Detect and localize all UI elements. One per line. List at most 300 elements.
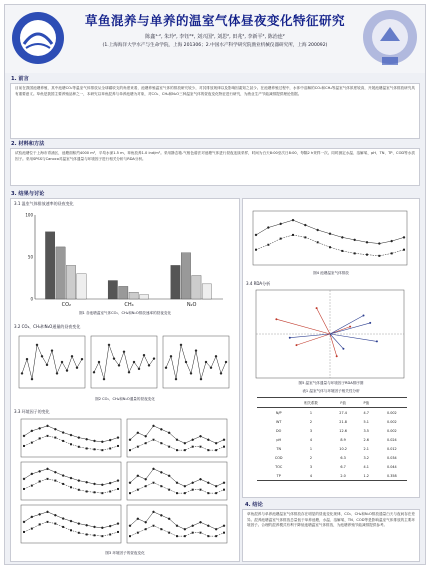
env-panel-series-line <box>130 440 224 450</box>
section-methods-title: 2. 材料和方法 <box>11 141 45 147</box>
env-panel-point <box>86 481 88 483</box>
env-panel-point <box>192 532 194 534</box>
small-panel-point <box>354 252 356 254</box>
figure-4-caption: 图4 池塘温室气体排放 <box>313 271 349 275</box>
y-tick-label: 50 <box>27 254 33 260</box>
env-panel-point <box>62 483 64 485</box>
small-panel-point <box>304 224 306 226</box>
env-panel-point <box>47 425 49 427</box>
table-header-cell: P值 <box>363 401 369 405</box>
env-panel-point <box>31 442 33 444</box>
env-panel-point <box>23 445 25 447</box>
small-panel-point <box>391 252 393 254</box>
env-panel-series-line <box>24 522 118 536</box>
env-panel-point <box>168 432 170 434</box>
table-cell: 4.7 <box>363 410 369 415</box>
institute-logo-icon <box>360 7 420 69</box>
env-panel-point <box>70 486 72 488</box>
env-panel-point <box>78 437 80 439</box>
env-panel-point <box>137 475 139 477</box>
subsection-3-4-title: 3.4 RDA分析 <box>246 281 271 286</box>
env-panel-point <box>200 489 202 491</box>
bar <box>171 265 180 299</box>
env-panel-point <box>70 443 72 445</box>
env-panel-point <box>86 490 88 492</box>
table-cell: 6.3 <box>340 455 346 460</box>
table-cell: 2.6 <box>363 437 369 442</box>
env-panel-point <box>207 482 209 484</box>
env-panel-point <box>176 449 178 451</box>
rda-arrow <box>330 323 370 334</box>
env-panel-point <box>70 529 72 531</box>
env-panel-point <box>31 430 33 432</box>
env-panel-point <box>129 492 131 494</box>
flux-panel-point <box>76 367 78 369</box>
table-cell: 0.024 <box>386 437 397 442</box>
env-panel-point <box>145 485 147 487</box>
env-panel-series-line <box>24 479 118 493</box>
flux-panel-point <box>133 361 135 363</box>
table-cell: 10.2 <box>339 446 347 451</box>
figure-3-caption: 图3 环境因子的昼夜变化 <box>105 551 145 555</box>
flux-panel-point <box>195 350 197 352</box>
y-tick-label: 100 <box>25 212 33 218</box>
env-panel-point <box>137 532 139 534</box>
env-panel-point <box>145 435 147 437</box>
env-panel-point <box>160 528 162 530</box>
table-cell: 0.002 <box>386 428 397 433</box>
env-panel-point <box>160 442 162 444</box>
env-panel-frame <box>127 462 227 500</box>
bar <box>108 281 117 299</box>
env-panel-series-line <box>130 483 224 493</box>
table-cell: 0.044 <box>386 464 397 469</box>
small-panel-point <box>280 238 282 240</box>
table-cell: DO <box>276 428 282 433</box>
subsection-3-3-title: 3.3 环境因子的变化 <box>14 409 50 414</box>
bar <box>77 274 86 299</box>
table-row <box>257 426 407 435</box>
env-panel-point <box>129 535 131 537</box>
env-panel-point <box>117 437 119 439</box>
bar <box>56 247 65 299</box>
env-panel-point <box>47 435 49 437</box>
small-panel-point <box>378 255 380 257</box>
x-tick-label: CH₄ <box>124 302 134 308</box>
env-panel-point <box>176 492 178 494</box>
table-row <box>257 462 407 471</box>
section-methods-box <box>10 148 420 186</box>
flux-panel-point <box>220 372 222 374</box>
flux-panel-frame <box>19 336 85 388</box>
env-panel-point <box>200 532 202 534</box>
flux-line-charts <box>17 332 231 396</box>
table-cell: TN <box>276 446 281 451</box>
env-panel-frame <box>21 419 121 457</box>
table-row <box>257 453 407 462</box>
poster <box>4 4 426 565</box>
env-panel-point <box>54 437 56 439</box>
env-panel-point <box>101 441 103 443</box>
rda-arrow <box>276 319 330 334</box>
figure-1-caption: 图1 各池塘温室气体CO₂、CH₄和N₂O排放速率的昼夜变化 <box>78 311 172 315</box>
env-panel-point <box>39 427 41 429</box>
bar <box>129 292 138 299</box>
small-panel-series-line <box>256 220 404 243</box>
bar <box>119 286 128 299</box>
section-conclusion-text: 草鱼混养与单养池塘温室气体排放存在明显的昼夜变化规律，CO₂、CH₄和N₂O排放通量白天与夜间存在差异。混养池塘温室气体排放总量低于单养池塘，水温、溶解氧、TN、COD等是影响温室气体排放的主要环境因子。合理的混养模式有利于降低池塘温室气体排放，为池塘养殖节能减排提供参考。 <box>247 512 415 528</box>
table-cell: TP <box>276 473 281 478</box>
table-cell <box>257 417 266 426</box>
env-panel-point <box>86 438 88 440</box>
section-intro-title: 1. 前言 <box>11 76 29 82</box>
env-panel-point <box>223 532 225 534</box>
small-panel-point <box>292 234 294 236</box>
table-cell <box>257 471 266 481</box>
env-panel-point <box>200 521 202 523</box>
table-cell: 2.0 <box>340 473 346 478</box>
env-panel-point <box>215 535 217 537</box>
flux-panel-point <box>26 358 28 360</box>
env-panel-point <box>176 482 178 484</box>
small-panel-point <box>304 236 306 238</box>
env-panel-point <box>160 485 162 487</box>
table-cell: 0.034 <box>386 455 397 460</box>
env-panel-point <box>70 434 72 436</box>
poster-affiliations: (1.上海海洋大学水产与生命学院，上海 201306；2.中国水产科学研究院渔业机械仪器研究所，上海 200092) <box>102 43 328 48</box>
small-panel-point <box>329 233 331 235</box>
env-panel-point <box>207 439 209 441</box>
flux-panel-point <box>51 350 53 352</box>
env-panel-point <box>109 525 111 527</box>
table-cell: 2 <box>309 455 313 460</box>
small-panel-point <box>255 234 257 236</box>
table-row <box>257 408 407 418</box>
table-cell: 3 <box>309 464 313 469</box>
env-panel-point <box>192 525 194 527</box>
flux-panel-point <box>138 368 140 370</box>
flux-panel-point <box>98 361 100 363</box>
env-panel-point <box>109 482 111 484</box>
small-panel-point <box>341 250 343 252</box>
flux-panel-point <box>143 354 145 356</box>
env-panel-frame <box>127 505 227 543</box>
flux-panel-point <box>210 367 212 369</box>
small-panel-frame <box>253 211 407 265</box>
rda-arrow <box>330 334 377 341</box>
rda-arrowhead <box>289 337 291 339</box>
flux-panel-point <box>205 361 207 363</box>
flux-panel-point <box>165 367 167 369</box>
env-panel-series-line <box>130 526 224 536</box>
env-panel-point <box>117 531 119 533</box>
env-panel-point <box>192 439 194 441</box>
env-panel-point <box>129 439 131 441</box>
env-panel-point <box>117 488 119 490</box>
table-cell: pH <box>276 437 282 442</box>
env-panel-point <box>215 442 217 444</box>
rda-arrowhead <box>376 340 378 342</box>
rda-arrowhead <box>316 307 318 309</box>
table-cell: COD <box>274 455 283 460</box>
flux-panel-point <box>225 361 227 363</box>
env-panel-point <box>117 523 119 525</box>
env-panel-point <box>184 449 186 451</box>
table-header-cell: 相关系数 <box>304 401 318 405</box>
env-panel-point <box>47 511 49 513</box>
small-panel-point <box>255 249 257 251</box>
small-panel-point <box>341 236 343 238</box>
env-panel-point <box>145 478 147 480</box>
table-cell: 0.002 <box>386 419 397 424</box>
small-panel-point <box>267 227 269 229</box>
results-left-box <box>10 198 240 562</box>
env-panel-point <box>70 520 72 522</box>
env-panel-point <box>192 482 194 484</box>
env-panel-point <box>223 482 225 484</box>
flux-panel-point <box>41 355 43 357</box>
env-panel-point <box>78 480 80 482</box>
flux-panel-point <box>170 355 172 357</box>
env-panel-point <box>54 471 56 473</box>
env-panel-point <box>62 518 64 520</box>
flux-panel-point <box>46 364 48 366</box>
env-panel-series-line <box>24 436 118 450</box>
table-row <box>257 417 407 426</box>
small-panel-point <box>391 240 393 242</box>
env-panel-point <box>215 528 217 530</box>
env-panel-point <box>31 473 33 475</box>
env-panel-point <box>86 447 88 449</box>
env-panel-point <box>47 478 49 480</box>
table-cell: 2 <box>309 419 313 424</box>
env-panel-point <box>23 521 25 523</box>
rda-arrow <box>317 308 330 334</box>
table-cell: 8.9 <box>340 437 346 442</box>
env-panel-point <box>117 480 119 482</box>
env-panel-point <box>31 528 33 530</box>
env-panel-point <box>223 489 225 491</box>
env-panel-point <box>109 533 111 535</box>
small-panel-point <box>378 243 380 245</box>
env-panel-point <box>160 514 162 516</box>
env-panel-point <box>86 533 88 535</box>
figure-5-caption: 图5 温室气体通量与环境因子RDA排序图 <box>298 381 364 385</box>
env-panel-point <box>23 488 25 490</box>
env-panel-point <box>39 480 41 482</box>
section-methods-text: 试验池塘位于上海市青浦区，池塘面积约4000 m²，平均水深1.5 m，草鱼放养1.0 ind/m²。采用静态箱-气相色谱法对池塘气体进行昼夜连续采样，时间为白天8:00至次日8:00，每隔2 h采样一次。同时测定水温、溶解氧、pH、TN、TP、COD等水质因子。采用SPSS与Canoco对温室气体通量与环境因子进行相关分析与RDA分析。 <box>15 151 415 161</box>
env-panel-point <box>94 440 96 442</box>
env-panel-point <box>109 439 111 441</box>
table-cell: 4 <box>309 473 313 478</box>
rda-arrowhead <box>336 355 338 357</box>
env-panel-point <box>160 471 162 473</box>
env-panel-point <box>129 482 131 484</box>
subsection-3-1-title: 3.1 温室气体排放速率的昼夜变化 <box>14 201 74 206</box>
env-panel-point <box>39 523 41 525</box>
env-panel-point <box>94 448 96 450</box>
bar <box>139 295 148 299</box>
table-cell: 0.002 <box>386 410 397 415</box>
env-panel-point <box>207 525 209 527</box>
env-panel-point <box>223 525 225 527</box>
env-panel-point <box>200 478 202 480</box>
env-panel-point <box>54 428 56 430</box>
bar <box>181 253 190 299</box>
section-intro-box <box>10 83 420 139</box>
rda-arrowhead <box>369 322 371 324</box>
env-panel-point <box>54 523 56 525</box>
small-panel-point <box>403 236 405 238</box>
section-conclusion-title: 4. 结论 <box>245 502 263 508</box>
flux-panel-point <box>31 378 33 380</box>
env-panel-point <box>39 470 41 472</box>
env-panel-point <box>54 480 56 482</box>
table-cell <box>257 444 266 453</box>
env-panel-point <box>101 527 103 529</box>
table-cell: WT <box>275 419 282 424</box>
env-panel-point <box>184 535 186 537</box>
env-panel-point <box>215 449 217 451</box>
env-panel-point <box>153 439 155 441</box>
env-panel-point <box>223 439 225 441</box>
env-panel-point <box>101 449 103 451</box>
env-panel-point <box>223 446 225 448</box>
poster-title: 草鱼混养与单养的温室气体昼夜变化特征研究 <box>84 13 345 28</box>
small-panel-point <box>329 246 331 248</box>
env-panel-point <box>168 489 170 491</box>
env-panel-point <box>117 445 119 447</box>
small-panel-series-line <box>256 235 404 256</box>
small-panel-point <box>267 244 269 246</box>
table-header-row <box>257 398 407 408</box>
bar <box>192 275 201 299</box>
env-factor-line-charts <box>17 417 231 549</box>
table-cell: TOC <box>275 464 283 469</box>
figure-2-caption: 图2 CO₂、CH₄和N₂O通量的昼夜变化 <box>95 397 155 401</box>
flux-panel-point <box>36 344 38 346</box>
env-panel-frame <box>21 462 121 500</box>
subsection-3-2-title: 3.2 CO₂、CH₄和N₂O通量的昼夜变化 <box>14 324 81 329</box>
flux-panel-frame <box>163 336 229 388</box>
env-panel-point <box>184 492 186 494</box>
bar-chart-emission-rates <box>19 209 229 309</box>
env-panel-point <box>94 483 96 485</box>
env-panel-point <box>168 446 170 448</box>
flux-panel-point <box>93 371 95 373</box>
env-panel-point <box>207 535 209 537</box>
table-cell: 0.012 <box>386 446 397 451</box>
x-tick-label: N₂O <box>186 302 197 308</box>
env-panel-point <box>153 511 155 513</box>
flux-panel-point <box>190 372 192 374</box>
table-header-cell <box>257 398 266 408</box>
table-cell <box>257 453 266 462</box>
env-panel-point <box>200 446 202 448</box>
flux-panel-point <box>185 361 187 363</box>
correlation-table <box>257 397 407 481</box>
env-panel-point <box>101 492 103 494</box>
env-panel-point <box>153 425 155 427</box>
rda-arrowhead <box>363 315 365 317</box>
env-panel-point <box>168 518 170 520</box>
env-panel-point <box>62 475 64 477</box>
env-panel-point <box>137 446 139 448</box>
rda-arrowhead <box>296 344 298 346</box>
env-panel-point <box>176 525 178 527</box>
env-panel-point <box>54 514 56 516</box>
flux-panel-series-line <box>94 345 154 379</box>
flux-panel-point <box>108 344 110 346</box>
table-cell: 2.1 <box>363 446 369 451</box>
table-cell: 3 <box>309 428 313 433</box>
env-panel-point <box>184 442 186 444</box>
flux-panel-point <box>103 378 105 380</box>
flux-panel-point <box>81 358 83 360</box>
small-panel-point <box>403 249 405 251</box>
flux-panel-point <box>21 372 23 374</box>
flux-panel-point <box>180 344 182 346</box>
table-header-cell: F值 <box>340 401 346 405</box>
env-panel-point <box>207 449 209 451</box>
table-cell: 3.2 <box>363 455 369 460</box>
rda-ordination-plot <box>255 289 405 379</box>
table-cell: 12.6 <box>339 428 347 433</box>
rda-arrowhead <box>349 326 351 328</box>
env-panel-point <box>62 526 64 528</box>
env-panel-frame <box>127 419 227 457</box>
flux-panel-point <box>148 364 150 366</box>
table-header-cell <box>377 398 407 408</box>
rda-arrow <box>330 316 364 335</box>
small-panel-point <box>292 219 294 221</box>
table-cell <box>257 408 266 418</box>
env-panel-point <box>145 442 147 444</box>
env-panel-point <box>109 490 111 492</box>
env-panel-point <box>129 449 131 451</box>
table-cell: 5.1 <box>363 419 369 424</box>
flux-panel-point <box>153 358 155 360</box>
env-panel-point <box>23 478 25 480</box>
env-panel-point <box>153 482 155 484</box>
table-row <box>257 444 407 453</box>
table-cell: 1.2 <box>363 473 369 478</box>
env-panel-point <box>94 491 96 493</box>
env-panel-point <box>94 534 96 536</box>
flux-panel-point <box>113 358 115 360</box>
flux-panel-point <box>215 355 217 357</box>
poster-authors: 陈鑫¹ˑ², 朱玲², 李钰²*, 刘兴国², 刘思², 田兆², 李新平², 陈治连² <box>145 34 285 40</box>
env-panel-point <box>31 485 33 487</box>
env-panel-point <box>145 521 147 523</box>
flux-panel-point <box>56 372 58 374</box>
small-panel-point <box>354 239 356 241</box>
env-panel-point <box>78 489 80 491</box>
env-panel-point <box>168 475 170 477</box>
emission-small-chart <box>249 207 413 271</box>
env-panel-point <box>168 532 170 534</box>
table-cell: 1 <box>309 410 313 415</box>
env-panel-point <box>192 446 194 448</box>
table-cell <box>257 435 266 444</box>
table-cell: 0.358 <box>386 473 397 478</box>
flux-panel-point <box>61 361 63 363</box>
bar <box>202 284 211 299</box>
env-panel-point <box>129 525 131 527</box>
env-panel-point <box>200 435 202 437</box>
table-row <box>257 471 407 481</box>
bar <box>45 232 54 299</box>
